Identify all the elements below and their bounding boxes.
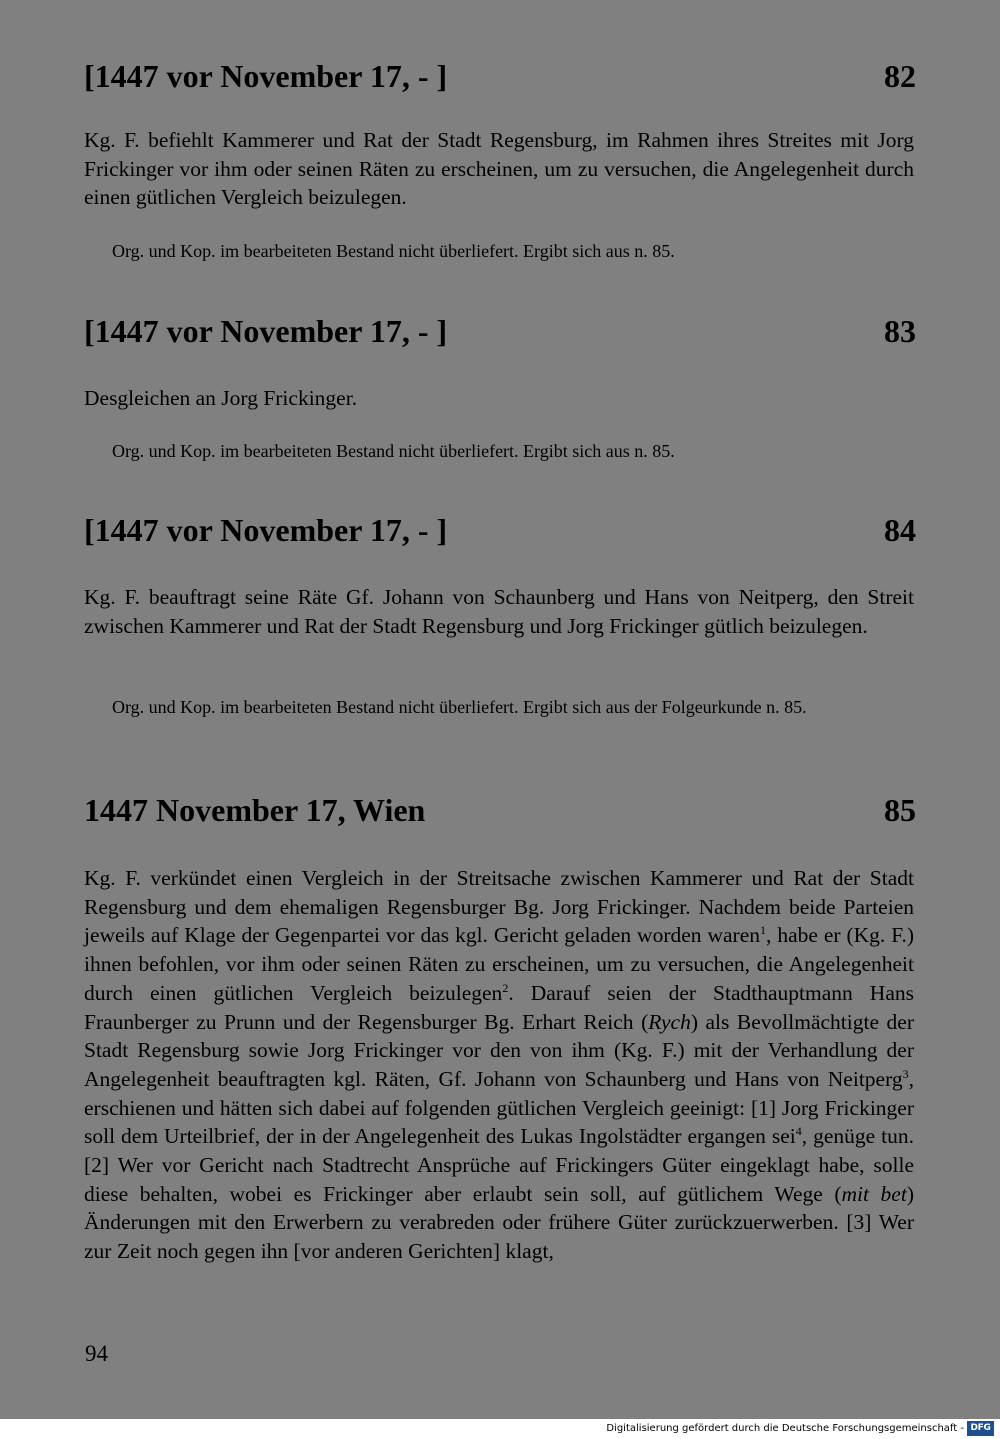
- entry-date: 1447 November 17, Wien: [84, 792, 426, 828]
- entry-regest: Kg. F. verkündet einen Vergleich in der Streitsache zwischen Kammerer und Rat der Stadt Regensburg und dem ehemaligen Regensburger Bg. Jorg Frickinger. Nachdem beide Parteien jeweils auf Klage der Gegenpartei vor das kgl. Gericht geladen worden waren$^1$, habe er (Kg. F.) ihnen befohlen, vor ihm oder seinen Räten zu erscheinen, um zu versuchen, die Angelegenheit durch einen gütlichen Vergleich beizulegen$^2$. Darauf seien der Stadthauptmann Hans Fraunberger zu Prunn und der Regensburger Bg. Erhart Reich (Rych) als Bevollmächtigte der Stadt Regensburg sowie Jorg Frickinger vor den von ihm (Kg. F.) mit der Verhandlung der Angelegenheit beauftragten kgl. Räten, Gf. Johann von Schaunberg und Hans von Neitperg$^3$, erschienen und hätten sich dabei auf folgenden gütlichen Vergleich geeinigt: [1] Jorg Frickinger soll dem Urteilbrief, der in der Angelegenheit des Lukas Ingolstädter ergangen sei$^4$, genüge tun. [2] Wer vor Gericht nach Stadtrecht Ansprüche auf Frickingers Güter eingeklagt habe, solle diese behalten, wobei es Frickinger aber erlaubt sein soll, auf gütlichem Wege (mit bet) Änderungen mit den Erwerbern zu verabreden oder frühere Güter zurückzuerwerben. [3] Wer zur Zeit noch gegen ihn [vor anderen Gerichten] klagt,: [84, 866, 914, 1264]
- footnote-marker: 2: [502, 980, 509, 995]
- footnote-marker: 3: [902, 1066, 909, 1081]
- entry-note: Org. und Kop. im bearbeiteten Bestand nicht überliefert. Ergibt sich aus n. 85.: [112, 441, 675, 461]
- entry-regest: Kg. F. beauftragt seine Räte Gf. Johann von Schaunberg und Hans von Neitperg, den Streit zwischen Kammerer und Rat der Stadt Regensburg und Jorg Frickinger gütlich beizulegen.: [84, 585, 914, 638]
- entry-regest: Kg. F. befiehlt Kammerer und Rat der Stadt Regensburg, im Rahmen ihres Streites mit Jorg Frickinger vor ihm oder seinen Räten zu erscheinen, um zu versuchen, die Angelegenheit durch einen gütlichen Vergleich beizulegen.: [84, 128, 914, 210]
- entry-heading: [84, 58, 916, 94]
- page-number: 94: [85, 1341, 108, 1366]
- footnote-marker: 1: [760, 923, 766, 938]
- entry-note: Org. und Kop. im bearbeiteten Bestand nicht überliefert. Ergibt sich aus n. 85.: [112, 241, 675, 261]
- entry-heading: [84, 792, 916, 828]
- entry-heading: [84, 512, 916, 548]
- entry-date: [1447 vor November 17, - ]: [84, 512, 448, 548]
- entry-number: 82: [884, 58, 916, 94]
- footer-text: Digitalisierung gefördert durch die Deutsche Forschungsgemeinschaft -: [606, 1423, 964, 1434]
- entry-number: 85: [884, 792, 916, 828]
- entry-number: 83: [884, 313, 916, 349]
- entry-date: [1447 vor November 17, - ]: [84, 313, 448, 349]
- entry-number: 84: [884, 512, 916, 548]
- entry-heading: [84, 313, 916, 349]
- footnote-marker: 4: [795, 1124, 802, 1139]
- entry-note: Org. und Kop. im bearbeiteten Bestand nicht überliefert. Ergibt sich aus der Folgeurkunde n. 85.: [112, 697, 807, 717]
- funding-footer: [0, 1419, 1000, 1439]
- entry-date: [1447 vor November 17, - ]: [84, 58, 448, 94]
- dfg-logo: DFG: [967, 1421, 994, 1436]
- entry-regest: Desgleichen an Jorg Frickinger.: [84, 386, 358, 410]
